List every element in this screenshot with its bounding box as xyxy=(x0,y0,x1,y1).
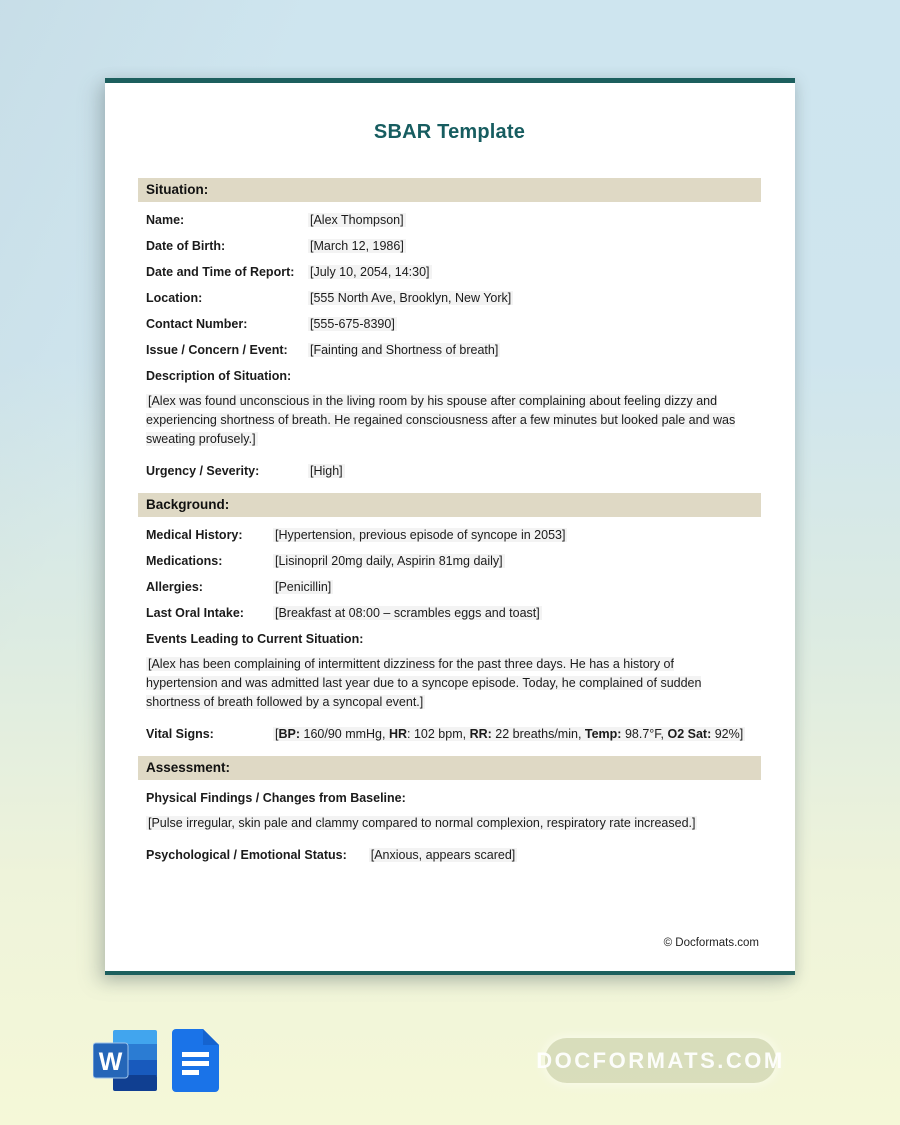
field-row-allergies xyxy=(146,579,761,595)
field-label: Psychological / Emotional Status: xyxy=(146,848,347,862)
field-row-medical-history xyxy=(146,527,761,543)
field-row-issue-concern-event xyxy=(146,342,761,358)
field-label: Date and Time of Report: xyxy=(146,265,295,279)
field-row-urgency xyxy=(146,463,761,479)
page-title: SBAR Template xyxy=(373,121,526,143)
svg-text:W: W xyxy=(98,1048,123,1076)
physical-findings-text: [Pulse irregular, skin pale and clammy compared to normal complexion, respiratory rate increased.] xyxy=(148,816,696,830)
field-label: Location: xyxy=(146,291,203,305)
field-value: [Breakfast at 08:00 – scrambles eggs and toast] xyxy=(275,606,540,620)
ms-word-icon-graphic xyxy=(93,1030,157,1091)
field-row-report-datetime xyxy=(146,264,761,280)
field-value: [Alex Thompson] xyxy=(310,213,404,227)
field-label: Issue / Concern / Event: xyxy=(146,343,288,357)
events-leading-text: [Alex has been complaining of intermittent dizziness for the past three days. He has a history of hypertension and was admitted last year due to a syncope episode. Today, he complained of sudden shortness of breath followed by a syncopal event.] xyxy=(146,657,702,709)
field-label: Date of Birth: xyxy=(146,239,226,253)
field-label: Last Oral Intake: xyxy=(146,606,244,620)
field-value: [Anxious, appears scared] xyxy=(370,848,516,862)
section-header-background: Background: xyxy=(138,493,761,517)
field-row-last-oral-intake xyxy=(146,605,761,621)
field-value: [March 12, 1986] xyxy=(310,239,404,253)
field-label: Vital Signs: xyxy=(146,727,214,741)
field-label: Medications: xyxy=(146,554,223,568)
field-label: Urgency / Severity: xyxy=(146,464,260,478)
field-value: [Lisinopril 20mg daily, Aspirin 81mg daily] xyxy=(275,554,503,568)
field-row-contact-number xyxy=(146,316,761,332)
field-value: [Fainting and Shortness of breath] xyxy=(310,343,499,357)
google-docs-icon-graphic xyxy=(172,1029,219,1092)
field-value: [555 North Ave, Brooklyn, New York] xyxy=(310,291,512,305)
field-label: Medical History: xyxy=(146,528,243,542)
physical-findings-label: Physical Findings / Changes from Baseline: xyxy=(146,791,406,805)
copyright-notice: © Docformats.com xyxy=(663,937,759,949)
field-value: [High] xyxy=(310,464,343,478)
field-value: [555-675-8390] xyxy=(310,317,395,331)
field-value: [Penicillin] xyxy=(275,580,332,594)
events-leading-label: Events Leading to Current Situation: xyxy=(146,632,364,646)
field-value: [Hypertension, previous episode of syncope in 2053] xyxy=(275,528,566,542)
document-content xyxy=(105,121,795,863)
field-label: Allergies: xyxy=(146,580,203,594)
field-label: Contact Number: xyxy=(146,317,248,331)
ms-word-icon[interactable] xyxy=(93,1030,157,1091)
field-row-vital-signs xyxy=(146,726,761,742)
section-header-situation: Situation: xyxy=(138,178,761,202)
field-row-name xyxy=(146,212,761,228)
field-value: [July 10, 2054, 14:30] xyxy=(310,265,430,279)
docformats-watermark: DOCFORMATS.COM xyxy=(545,1038,776,1083)
document-page xyxy=(105,78,795,975)
description-of-situation-text: [Alex was found unconscious in the living room by his spouse after complaining about feeling dizzy and experiencing shortness of breath. He regained consciousness after a few minutes but looked pale and was sweating profusely.] xyxy=(146,394,736,446)
google-docs-icon[interactable] xyxy=(172,1029,219,1092)
vital-signs-value: [BP: 160/90 mmHg, HR: 102 bpm, RR: 22 breaths/min, Temp: 98.7°F, O2 Sat: 92%] xyxy=(275,727,744,741)
description-of-situation-label: Description of Situation: xyxy=(146,369,292,383)
field-label: Name: xyxy=(146,213,185,227)
field-row-location xyxy=(146,290,761,306)
field-row-date-of-birth xyxy=(146,238,761,254)
field-row-psychological-status xyxy=(146,847,761,863)
field-row-medications xyxy=(146,553,761,569)
section-header-assessment: Assessment: xyxy=(138,756,761,780)
